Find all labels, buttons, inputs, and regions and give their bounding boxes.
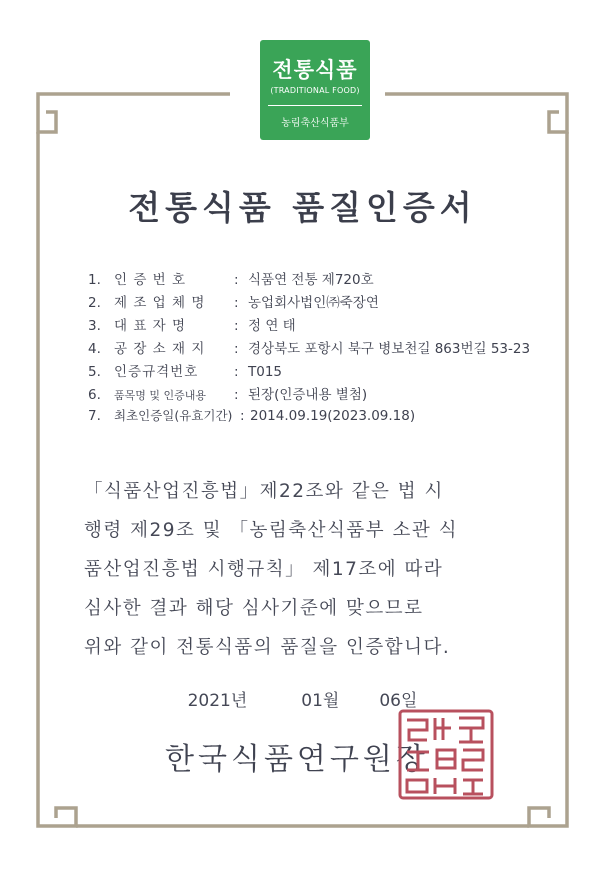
info-label: 공 장 소 재 지 xyxy=(114,341,206,357)
info-value: T015 xyxy=(248,364,283,380)
info-label: 품목명 및 인증내용 xyxy=(114,389,207,402)
info-value: 경상북도 포항시 북구 병보천길 863번길 53-23 xyxy=(248,341,531,357)
info-row: 5. 인증규격번호 : T015 xyxy=(88,360,548,383)
info-value: 2014.09.19(2023.09.18) xyxy=(250,408,416,424)
official-seal-icon xyxy=(397,708,495,801)
info-row: 4. 공 장 소 재 지 : 경상북도 포항시 북구 병보천길 863번길 53-23 xyxy=(88,337,548,360)
statement-line: 「식품산업진흥법」제22조와 같은 법 시 xyxy=(84,481,444,502)
info-label: 대 표 자 명 xyxy=(114,318,187,334)
issue-year: 2021년 xyxy=(187,691,248,711)
issue-date xyxy=(0,686,605,711)
info-row: 6. 품목명 및 인증내용 : 된장(인증내용 별첨) xyxy=(88,383,548,406)
info-row: 1. 인 증 번 호 : 식품연 전통 제720호 xyxy=(88,268,548,291)
info-row: 3. 대 표 자 명 : 정 연 태 xyxy=(88,314,548,337)
info-value: 식품연 전통 제720호 xyxy=(248,272,374,288)
statement-line: 품산업진흥법 시행규칙」 제17조에 따라 xyxy=(84,559,444,580)
issue-day: 06일 xyxy=(379,691,418,711)
issuer-name: 한국식품연구원장 xyxy=(165,742,429,777)
info-label: 제 조 업 체 명 xyxy=(114,295,206,311)
info-value: 농업회사법인㈜죽장연 xyxy=(248,295,379,311)
info-row: 7. 최초인증일(유효기간) : 2014.09.19(2023.09.18) xyxy=(88,408,416,424)
traditional-food-logo xyxy=(260,40,370,140)
statement-line: 심사한 결과 해당 심사기준에 맞으므로 xyxy=(84,598,424,619)
issue-month: 01월 xyxy=(301,691,340,711)
statement-line: 행령 제29조 및 「농림축산식품부 소관 식 xyxy=(84,520,459,541)
logo-subtitle: (TRADITIONAL FOOD) xyxy=(270,86,360,95)
info-label: 최초인증일(유효기간) xyxy=(114,408,233,423)
statement-line: 위와 같이 전통식품의 품질을 인증합니다. xyxy=(84,637,451,658)
info-row: 2. 제 조 업 체 명 : 농업회사법인㈜죽장연 xyxy=(88,291,548,314)
info-value: 정 연 태 xyxy=(248,318,296,334)
info-label: 인증규격번호 xyxy=(114,364,199,380)
logo-title: 전통식품 xyxy=(272,58,358,82)
logo-divider xyxy=(268,105,362,106)
info-value: 된장(인증내용 별첨) xyxy=(248,387,368,403)
certificate-statement xyxy=(84,472,544,667)
certificate-info-list xyxy=(88,268,548,429)
info-label: 인 증 번 호 xyxy=(114,272,187,288)
certificate-title: 전통식품 품질인증서 xyxy=(128,188,477,227)
logo-ministry: 농림축산식품부 xyxy=(281,118,349,129)
